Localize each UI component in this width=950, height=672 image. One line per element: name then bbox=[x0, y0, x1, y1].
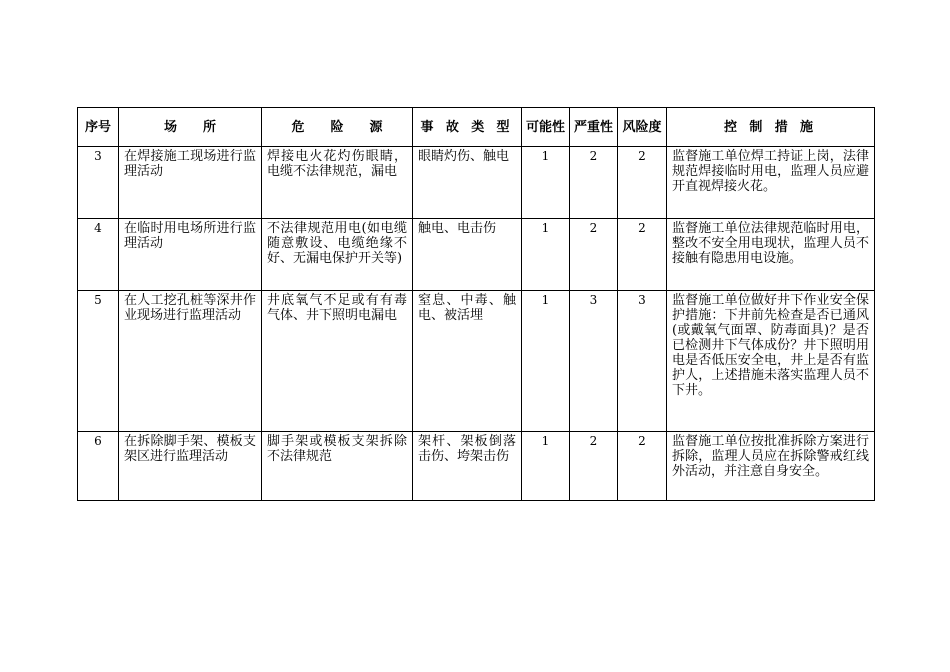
header-hazard: 危 险 源 bbox=[262, 108, 413, 147]
header-row bbox=[78, 108, 875, 147]
header-risk: 风险度 bbox=[618, 108, 667, 147]
header-severity: 严重性 bbox=[570, 108, 618, 147]
cell-likelihood: 1 bbox=[522, 432, 570, 501]
cell-seq: 6 bbox=[78, 432, 119, 501]
cell-accident: 窒息、中毒、触电、被活埋 bbox=[413, 291, 522, 432]
cell-severity: 3 bbox=[570, 291, 618, 432]
cell-likelihood: 1 bbox=[522, 147, 570, 219]
header-accident: 事 故 类 型 bbox=[413, 108, 522, 147]
cell-severity: 2 bbox=[570, 432, 618, 501]
cell-seq: 5 bbox=[78, 291, 119, 432]
table-row bbox=[78, 291, 875, 432]
header-place: 场 所 bbox=[119, 108, 262, 147]
cell-hazard: 焊接电火花灼伤眼睛，电缆不法律规范，漏电 bbox=[262, 147, 413, 219]
cell-hazard: 井底氧气不足或有有毒气体、井下照明电漏电 bbox=[262, 291, 413, 432]
cell-control: 监督施工单位按批准拆除方案进行拆除，监理人员应在拆除警戒红线外活动，并注意自身安全。 bbox=[667, 432, 875, 501]
cell-risk: 2 bbox=[618, 147, 667, 219]
cell-control: 监督施工单位焊工持证上岗，法律规范焊接临时用电，监理人员应避开直视焊接火花。 bbox=[667, 147, 875, 219]
cell-place: 在焊接施工现场进行监理活动 bbox=[119, 147, 262, 219]
cell-risk: 2 bbox=[618, 219, 667, 291]
cell-seq: 3 bbox=[78, 147, 119, 219]
cell-hazard: 不法律规范用电(如电缆随意敷设、电缆绝缘不好、无漏电保护开关等) bbox=[262, 219, 413, 291]
header-control: 控 制 措 施 bbox=[667, 108, 875, 147]
cell-likelihood: 1 bbox=[522, 291, 570, 432]
table-row bbox=[78, 219, 875, 291]
cell-seq: 4 bbox=[78, 219, 119, 291]
table-row bbox=[78, 432, 875, 501]
cell-risk: 2 bbox=[618, 432, 667, 501]
header-seq: 序号 bbox=[78, 108, 119, 147]
risk-assessment-table bbox=[77, 107, 875, 501]
cell-severity: 2 bbox=[570, 147, 618, 219]
header-likelihood: 可能性 bbox=[522, 108, 570, 147]
cell-place: 在临时用电场所进行监理活动 bbox=[119, 219, 262, 291]
cell-severity: 2 bbox=[570, 219, 618, 291]
cell-accident: 眼睛灼伤、触电 bbox=[413, 147, 522, 219]
cell-control: 监督施工单位做好井下作业安全保护措施：下井前先检查是否已通风(或戴氧气面罩、防毒面具)？是否已检测井下气体成份？井下照明用电是否低压安全电，井上是否有监护人，上述措施未落实监理人员不下井。 bbox=[667, 291, 875, 432]
table-row bbox=[78, 147, 875, 219]
cell-likelihood: 1 bbox=[522, 219, 570, 291]
cell-accident: 架杆、架板倒落击伤、垮架击伤 bbox=[413, 432, 522, 501]
cell-hazard: 脚手架或模板支架拆除不法律规范 bbox=[262, 432, 413, 501]
cell-place: 在人工挖孔桩等深井作业现场进行监理活动 bbox=[119, 291, 262, 432]
cell-risk: 3 bbox=[618, 291, 667, 432]
cell-accident: 触电、电击伤 bbox=[413, 219, 522, 291]
cell-control: 监督施工单位法律规范临时用电，整改不安全用电现状，监理人员不接触有隐患用电设施。 bbox=[667, 219, 875, 291]
cell-place: 在拆除脚手架、模板支架区进行监理活动 bbox=[119, 432, 262, 501]
